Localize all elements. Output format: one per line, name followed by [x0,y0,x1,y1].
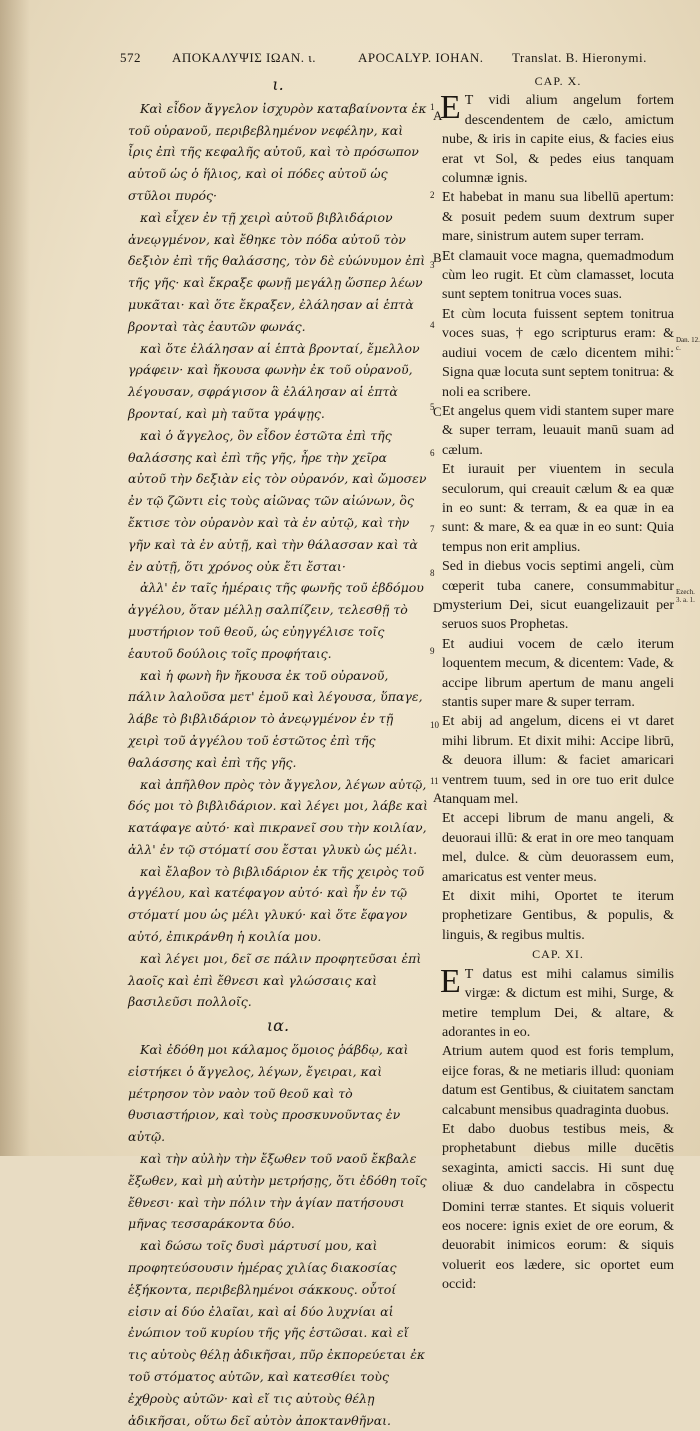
verse-number: 11 [430,776,439,786]
greek-verse: καὶ ὅτε ἐλάλησαν αἱ ἑπτὰ βρονταί, ἔμελλον γράφειν· καὶ ἤκουσα φωνὴν ἐκ τοῦ οὐρανοῦ, λέγουσαν, σφράγισον ἃ ἐλάλησαν αἱ ἑπτὰ βρονταί, καὶ μὴ ταῦτα γράψῃς. [128,340,420,421]
greek-verse: καὶ δώσω τοῖς δυσὶ μάρτυσί μου, καὶ προφητεύσουσιν ἡμέρας χιλίας διακοσίας ἑξήκοντα, περιβεβλημένοι σάκκους. οὗτοί εἰσιν αἱ δύο ἐλαῖαι, καὶ αἱ δύο λυχνίαι αἱ ἐνώπιον τοῦ κυρίου τῆς γῆς ἑστῶσαι. καὶ εἴ τις αὐτοὺς θέλῃ ἀδικῆσαι, πῦρ ἐκπορεύεται ἐκ τοῦ στόματος αὐτῶν, καὶ κατεσθίει τοὺς ἐχθροὺς αὐτῶν· καὶ εἴ τις αὐτοὺς θέλῃ ἀδικῆσαι, οὕτω δεῖ αὐτὸν ἀποκτανθῆναι. [128,1238,426,1428]
margin-cross-reference: Ezech. 3. a. 1. [676,588,695,604]
margin-letter: D [433,600,443,615]
greek-verse: καὶ λέγει μοι, δεῖ σε πάλιν προφητεῦσαι ἐπὶ λαοῖς καὶ ἐπὶ ἔθνεσι καὶ γλώσσαις καὶ βασιλεῦσι πολλοῖς. [128,950,422,1010]
latin-verse: Et dabo duobus testibus meis, & prophetabunt diebus mille ducētis sexaginta, amicti saccis. Hi sunt duę oliuæ & duo candelabra in cōspectu Domini terræ stantes. Et siquis voluerit eos nocere: ignis exiet de ore eorum, & deuorabit inimicos eorum: & siquis voluerit eos lædere, sic oportet eum occid: [442,1121,674,1293]
latin-verse: Et dixit mihi, Oportet te iterum prophetizare Gentibus, & populis, & linguis, & regibus multis. [442,889,674,943]
verse-number: 3 [430,260,435,270]
verse-number: 4 [430,320,435,330]
latin-verse: Sed in diebus vocis septimi angeli, cùm cœperit tuba canere, consummabitur mysterium Dei, sicut euangelizauit per seruos suos Prophetas. [442,559,674,633]
latin-verse [440,962,674,1043]
verse-number: 10 [430,720,439,730]
translation-credit: Translat. B. Hieronymi. [512,50,647,65]
margin-letter: B [433,250,442,265]
latin-verse: Et cùm locuta fuissent septem tonitrua voces suas, † ego scripturus eram: & audiui vocem de cælo dicentem mihi: Signa quæ locuta sunt septem tonitrua: & noli ea scribere. [442,306,674,400]
greek-verse: καὶ εἶχεν ἐν τῇ χειρὶ αὐτοῦ βιβλιδάριον ἀνεῳγμένον, καὶ ἔθηκε τὸν πόδα αὐτοῦ τὸν δεξιὸν ἐπὶ τῆς θαλάσσης, τὸν δὲ εὐώνυμον ἐπὶ τῆς γῆς· καὶ ἔκραξε φωνῇ μεγάλῃ ὥσπερ λέων μυκᾶται· καὶ ὅτε ἔκραξεν, ἐλάλησαν αἱ ἑπτὰ βρονταὶ τὰς ἑαυτῶν φωνάς. [128,209,426,334]
latin-verse: Et angelus quem vidi stantem super mare & super terram, leuauit manū suam ad cælum. [442,403,674,458]
verse-number: 2 [430,190,435,200]
greek-verse: καὶ τὴν αὐλὴν τὴν ἔξωθεν τοῦ ναοῦ ἔκβαλε ἔξωθεν, καὶ μὴ αὐτὴν μετρήσῃς, ὅτι ἐδόθη τοῖς ἔθνεσι· καὶ τὴν πόλιν τὴν ἁγίαν πατήσουσι μῆνας τεσσαράκοντα δύο. [128,1151,427,1232]
greek-verse: καὶ ὁ ἄγγελος, ὃν εἶδον ἑστῶτα ἐπὶ τῆς θαλάσσης καὶ ἐπὶ τῆς γῆς, ἦρε τὴν χεῖρα αὐτοῦ τὴν δεξιὰν εἰς τὸν οὐρανόν, καὶ ὤμοσεν ἐν τῷ ζῶντι εἰς τοὺς αἰῶνας τῶν αἰώνων, ὃς ἔκτισε τὸν οὐρανὸν καὶ τὰ ἐν αὐτῷ, καὶ τὴν γῆν καὶ τὰ ἐν αὐτῇ, καὶ τὴν θάλασσαν καὶ τὰ ἐν αὐτῇ, ὅτι χρόνος οὐκ ἔτι ἔσται· [128,427,427,574]
drop-capital: E [440,962,461,1000]
greek-section-number: ια. [266,1016,290,1036]
drop-capital: E [440,89,461,127]
greek-verse: καὶ ἔλαβον τὸ βιβλιδάριον ἐκ τῆς χειρὸς τοῦ ἀγγέλου, καὶ κατέφαγον αὐτό· καὶ ἦν ἐν τῷ στόματί μου ὡς μέλι γλυκύ· καὶ ὅτε ἔφαγον αὐτό, ἐπικράνθη ἡ κοιλία μου. [128,863,425,945]
verse-number: 5 [430,402,435,412]
margin-cross-reference: Dan. 12. c. [676,336,700,352]
latin-verse: Et audiui vocem de cælo iterum loquentem mecum, & dicentem: Vade, & accipe librum apertum de manu angeli stantis super mare & super terram. [442,636,674,710]
greek-verse: καὶ ἀπῆλθον πρὸς τὸν ἄγγελον, λέγων αὐτῷ, δός μοι τὸ βιβλιδάριον. καὶ λέγει μοι, λάβε καὶ κατάφαγε αὐτό· καὶ πικρανεῖ σου τὴν κοιλίαν, ἀλλ' ἐν τῷ στόματί σου ἔσται γλυκὺ ὡς μέλι. [128,776,428,857]
latin-verse-text: T datus est mihi calamus similis virgæ: & dictum est mihi, Surge, & metire templum Dei, & altare, & adorantes in eo. [442,966,674,1040]
greek-verse: Καὶ ἐδόθη μοι κάλαμος ὅμοιος ῥάβδῳ, καὶ εἱστήκει ὁ ἄγγελος, λέγων, ἔγειραι, καὶ μέτρησον τὸν ναὸν τοῦ θεοῦ καὶ τὸ θυσιαστήριον, καὶ τοὺς προσκυνοῦντας ἐν αὐτῷ. [128,1042,409,1145]
greek-verse: Καὶ εἶδον ἄγγελον ἰσχυρὸν καταβαίνοντα ἐκ τοῦ οὐρανοῦ, περιβεβλημένον νεφέλην, καὶ ἶρις ἐπὶ τῆς κεφαλῆς αὐτοῦ, καὶ τὸ πρόσωπον αὐτοῦ ὡς ὁ ἥλιος, καὶ οἱ πόδες αὐτοῦ ὡς στῦλοι πυρός· [128,100,427,203]
latin-verse-text: T vidi alium angelum fortem descendentem de cælo, amictum nube, & iris in capite eius, & facies eius erat vt Sol, & pedes eius tanquam columnæ ignis. [442,93,674,187]
verse-number: 6 [430,448,435,458]
latin-verse: Et habebat in manu sua libellū apertum: & posuit pedem suum dextrum super mare, sinistrum autem super terram. [442,190,674,245]
latin-verse: Et iurauit per viuentem in secula seculorum, qui creauit cælum & ea quæ in eo sunt: & terram, & ea quæ in ea sunt: & mare, & ea quæ in eo sunt: Quia tempus non erit amplius. [442,462,674,555]
margin-letter: A [433,108,443,123]
greek-column [128,72,428,1428]
chapter-heading-xi: CAP. XI. [532,947,584,962]
running-head [0,50,700,74]
verse-number: 9 [430,646,435,656]
verse-number: 7 [430,524,435,534]
verse-number: 1 [430,102,435,112]
greek-verse: καὶ ἡ φωνὴ ἣν ἤκουσα ἐκ τοῦ οὐρανοῦ, πάλιν λαλοῦσα μετ' ἐμοῦ καὶ λέγουσα, ὕπαγε, λάβε τὸ βιβλιδάριον τὸ ἀνεῳγμένον ἐν τῇ χειρὶ τοῦ ἀγγέλου τοῦ ἑστῶτος ἐπὶ τῆς θαλάσσης καὶ ἐπὶ τῆς γῆς. [128,667,423,770]
latin-verse: Et clamauit voce magna, quemadmodum cùm leo rugit. Et cùm clamasset, locuta sunt septem tonitrua voces suas. [442,248,674,303]
greek-running-title: ΑΠΟΚΑΛΥΨΙΣ ΙΩΑΝ. ι. [172,50,317,65]
margin-letter: C [433,404,442,419]
latin-running-title: APOCALYP. IOHAN. [358,50,484,65]
margin-letter: A [433,790,443,805]
verse-number: 8 [430,568,435,578]
latin-verse: Atrium autem quod est foris templum, eijce foras, & ne metiaris illud: quoniam datum est Gentibus, & ciuitatem sanctam calcabunt mensibus quadraginta duobus. [442,1044,674,1118]
chapter-heading-x: CAP. X. [534,74,582,88]
latin-column [440,72,674,1293]
page-edge-shadow [0,0,30,1156]
latin-verse: Et accepi librum de manu angeli, & deuoraui illū: & erat in ore meo tanquam mel, dulce. & cùm deuorassem eum, amaricatus est venter meus. [442,811,674,885]
greek-verse: ἀλλ' ἐν ταῖς ἡμέραις τῆς φωνῆς τοῦ ἑβδόμου ἀγγέλου, ὅταν μέλλῃ σαλπίζειν, τελεσθῇ τὸ μυστήριον τοῦ θεοῦ, ὡς εὐηγγέλισε τοῖς ἑαυτοῦ δούλοις τοῖς προφήταις. [128,580,424,661]
page-number: 572 [120,50,141,65]
latin-verse [442,91,674,188]
greek-section-number: ι. [272,75,284,94]
latin-verse: Et abij ad angelum, dicens ei vt daret mihi librum. Et dixit mihi: Accipe librū, & deuora illum: & faciet amaricari ventrem tuum, sed in ore tuo erit dulce tanquam mel. [442,714,674,808]
